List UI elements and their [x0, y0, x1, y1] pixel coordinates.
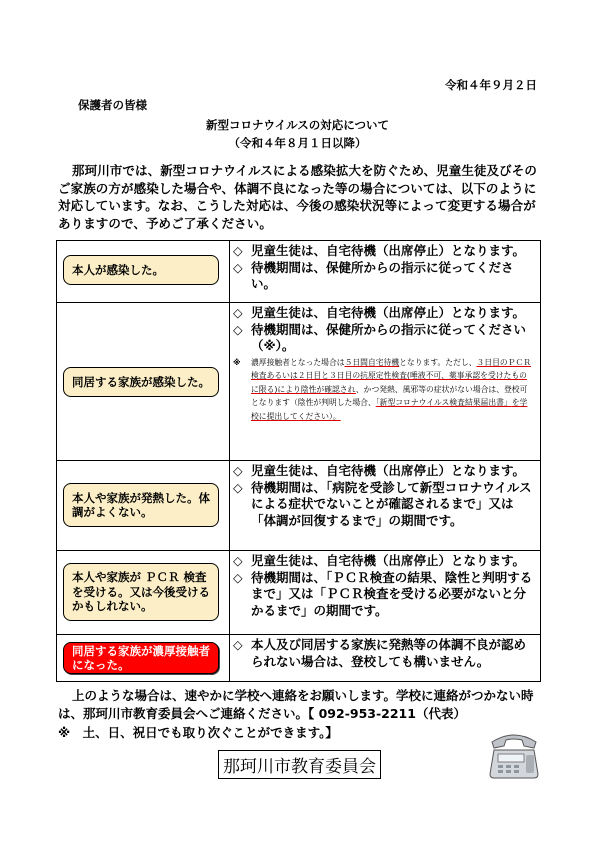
- list-item: ◇ 児童生徒は、自宅待機（出席停止）となります。: [233, 243, 526, 258]
- list-item: ◇ 児童生徒は、自宅待機（出席停止）となります。: [233, 553, 526, 568]
- diamond-bullet-icon: ◇: [233, 463, 243, 478]
- condition-label: 本人や家族が発熱した。体調がよくない。: [63, 483, 219, 527]
- list-item: ◇ 待機期間は、保健所からの指示に従ってください（※）。: [233, 321, 527, 353]
- footnote: ※ 濃厚接触者となった場合は５日間自宅待機となります。ただし、３日目のＰＣＲ検査あるいは２日目と３日目の抗原定性検査(唾液不可、薬事承認を受けたものに限る)により陰性が確認され、かつ発熱、風邪等の症状がない場合は、登校可となります（陰性が判明した場合、「新型コロナウイルス検査結果届出書」を学校に提出してください）。: [233, 357, 532, 421]
- diamond-bullet-icon: ◇: [233, 553, 243, 568]
- table-row: [57, 551, 540, 635]
- diamond-bullet-icon: ◇: [233, 259, 243, 275]
- list-item: ◇ 待機期間は、保健所からの指示に従ってください。: [233, 259, 514, 291]
- response-cell: [229, 241, 540, 302]
- diamond-bullet-icon: ◇: [233, 305, 243, 320]
- table-row: [57, 303, 540, 461]
- diamond-bullet-icon: ◇: [233, 569, 243, 585]
- diamond-bullet-icon: ◇: [233, 479, 243, 495]
- diamond-bullet-icon: ◇: [233, 321, 243, 337]
- intro-paragraph: 那珂川市では、新型コロナウイルスによる感染拡大を防ぐため、児童生徒及びそのご家族の方が感染した場合や、体調不良になった等の場合については、以下のように対応しています。なお、こうした対応は、今後の感染状況等によって変更する場合がありますので、予めご了承ください。: [58, 163, 537, 231]
- list-item: ◇ 児童生徒は、自宅待機（出席停止）となります。: [233, 305, 526, 320]
- alert-condition-label: 同居する家族が濃厚接触者になった。: [63, 642, 219, 674]
- condition-label: 本人が感染した。: [63, 255, 219, 285]
- table-row: [57, 635, 540, 681]
- response-cell: [229, 461, 540, 550]
- closing-paragraph: 上のような場合は、速やかに学校へ連絡をお願いします。学校に連絡がつかない時は、那珂川市教育委員会へご連絡ください。【 092-953-2211（代表）: [58, 688, 534, 721]
- response-cell: [229, 303, 540, 460]
- table-row: [57, 461, 540, 551]
- closing-note: ※ 土、日、祝日でも取り次ぐことができます。】: [58, 725, 338, 740]
- response-cell: [229, 635, 540, 681]
- page-title: 新型コロナウイルスの対応について: [205, 118, 390, 132]
- diamond-bullet-icon: ◇: [233, 637, 243, 652]
- table-row: [57, 241, 540, 303]
- addressee: 保護者の皆様: [78, 98, 147, 112]
- condition-label: 同居する家族が感染した。: [63, 367, 219, 397]
- list-item: ◇ 待機期間は、「病院を受診して新型コロナウイルスによる症状でないことが確認されるまで」又は「体調が回復するまで」の期間です。: [233, 479, 532, 528]
- page-subtitle: （令和４年８月１日以降）: [228, 136, 367, 150]
- condition-label: 本人や家族が ＰＣＲ 検査を受ける。又は今後受けるかもしれない。: [63, 563, 219, 621]
- telephone-icon: [486, 728, 542, 784]
- footnote-mark: ※: [233, 357, 241, 367]
- list-item: ◇ 待機期間は、「ＰＣＲ検査の結果、陰性と判明するまで」又は「ＰＣＲ検査を受ける必要がないと分かるまで」の期間です。: [233, 569, 533, 618]
- list-item: ◇ 児童生徒は、自宅待機（出席停止）となります。: [233, 463, 526, 478]
- response-table: [56, 240, 541, 682]
- response-cell: [229, 551, 540, 634]
- date: 令和４年９月２日: [445, 78, 537, 92]
- diamond-bullet-icon: ◇: [233, 243, 243, 258]
- list-item: ◇ 本人及び同居する家族に発熱等の体調不良が認められない場合は、登校しても構いません。: [233, 637, 527, 669]
- organization-name: 那珂川市教育委員会: [218, 750, 381, 779]
